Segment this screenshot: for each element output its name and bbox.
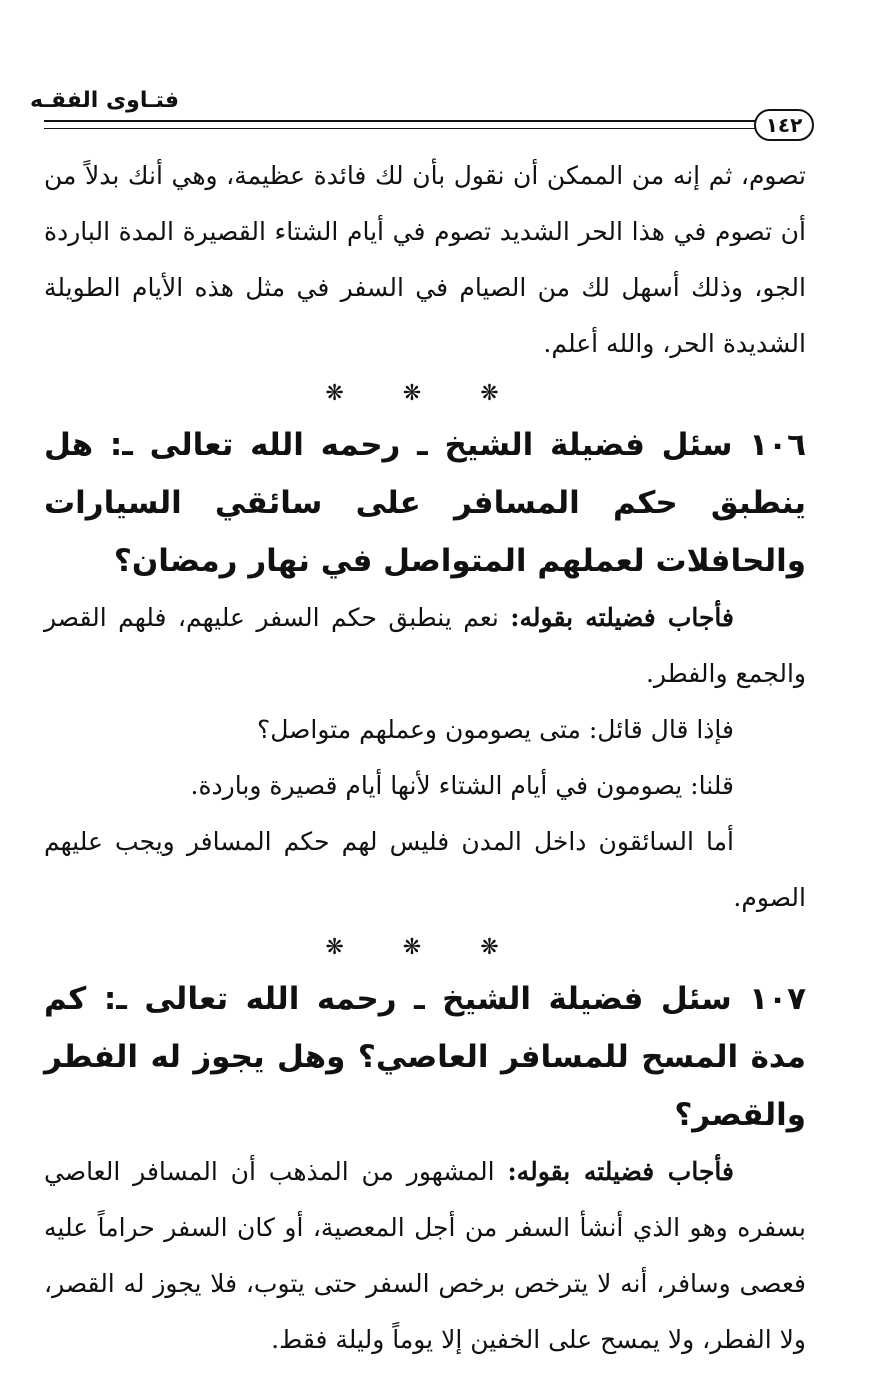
question-106: ١٠٦ سئل فضيلة الشيخ ـ رحمه الله تعالى ـ: هل ينطبق حكم المسافر على سائقي السيارات والحافلات لعملهم المتواصل في نهار رمضان؟ <box>44 427 806 579</box>
answer-106-exception: أما السائقون داخل المدن فليس لهم حكم المسافر ويجب عليهم الصوم. <box>44 827 806 912</box>
question-107: ١٠٧ سئل فضيلة الشيخ ـ رحمه الله تعالى ـ: كم مدة المسح للمسافر العاصي؟ وهل يجوز له الفطر والقصر؟ <box>44 981 806 1133</box>
paragraph-continuation: تصوم، ثم إنه من الممكن أن نقول بأن لك فائدة عظيمة، وهي أنك بدلاً من أن تصوم في هذا الحر الشديد تصوم في أيام الشتاء القصيرة المدة الباردة الجو، وذلك أسهل لك من الصيام في السفر في مثل هذه الأيام الطويلة الشديدة الحر، والله أعلم. <box>44 161 806 358</box>
answer-106-reply: قلنا: يصومون في أيام الشتاء لأنها أيام قصيرة وباردة. <box>190 771 734 800</box>
page-number: ١٤٢ <box>754 109 814 141</box>
answer-106 <box>44 590 806 702</box>
page-body <box>44 148 806 1368</box>
answer-lead: فأجاب فضيلته بقوله: <box>510 603 735 632</box>
section-separator: ❋ ❋ ❋ <box>325 935 525 960</box>
answer-text: نعم ينطبق حكم السفر عليهم، فلهم القصر والجمع والفطر. <box>44 603 806 688</box>
answer-text: المشهور من المذهب أن المسافر العاصي بسفره وهو الذي أنشأ السفر من أجل المعصية، أو كان السفر حراماً عليه فعصى وسافر، أنه لا يترخص برخص السفر حتى يتوب، فلا يجوز له القصر، ولا الفطر، ولا يمسح على الخفين إلا يوماً وليلة فقط. <box>44 1157 806 1354</box>
running-header-title: فتـاوى الفقـه <box>30 88 179 113</box>
answer-106-question: فإذا قال قائل: متى يصومون وعملهم متواصل؟ <box>256 715 734 744</box>
answer-lead: فأجاب فضيلته بقوله: <box>507 1157 734 1186</box>
header-rule <box>44 120 764 129</box>
answer-107 <box>44 1144 806 1368</box>
section-separator: ❋ ❋ ❋ <box>325 381 525 406</box>
